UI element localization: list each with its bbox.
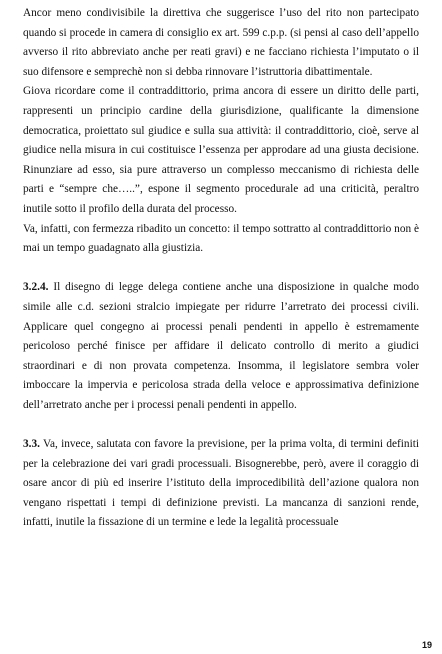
section-3-2-4-number: 3.2.4. (23, 281, 49, 294)
section-3-2-4-text: Il disegno di legge delega contiene anche una disposizione in qualche modo simile alle c.d. sezioni stralcio impiegate per ridurre l’arretrato dei processi civili. Applicare quel congegno ai processi penali pendenti in appello è estremamente pericoloso perché finisce per affidare il delicato controllo di merito a giudici straordinari e di non provata competenza. Insomma, il legislatore sembra voler imboccare la impervia e pericolosa strada della veloce e approssimativa definizione dell’arretrato anche per i processi penali pendenti in appello. (23, 281, 419, 411)
paragraph-contraddittorio: Giova ricordare come il contraddittorio, prima ancora di essere un diritto delle parti, rappresenti un principio cardine della giurisdizione, qualificante la dimensione democratica, proiettato sul giudice e sulla sua attività: il contraddittorio, cioè, serve al giudice nella misura in cui costituisce l’essenza per approdare ad una giusta decisione. Rinunziare ad esso, sia pure attraverso un complesso meccanismo di richiesta delle parti e “sempre che…..”, espone il segmento procedurale ad una criticità, peraltro inutile sotto il profilo della durata del processo. (23, 85, 419, 215)
section-3-3-number: 3.3. (23, 438, 40, 451)
spacer (23, 415, 419, 435)
body-text (23, 4, 419, 533)
section-3-2-4 (23, 278, 419, 415)
page-number: 19 (421, 640, 432, 650)
paragraph-tempo-sottratto: Va, infatti, con fermezza ribadito un concetto: il tempo sottratto al contraddittorio non è mai un tempo guadagnato alla giustizia. (23, 222, 419, 255)
spacer (23, 259, 419, 279)
paragraph-rito-non-partecipato: Ancor meno condivisibile la direttiva che suggerisce l’uso del rito non partecipato quando si procede in camera di consiglio ex art. 599 c.p.p. (si pensi al caso dell’appello avverso il rito abbreviato anche per reati gravi) e ne facciano richiesta l’imputato o il suo difensore e semprechè non si debba rinnovare l’istruttoria dibattimentale. (23, 7, 419, 78)
section-3-3 (23, 435, 419, 533)
section-3-3-text: Va, invece, salutata con favore la previsione, per la prima volta, di termini definiti per la celebrazione dei vari gradi processuali. Bisognerebbe, però, avere il coraggio di osare ancor di più ed inserire l’istituto della improcedibilità dell’azione qualora non vengano rispettati i tempi di definizione previsti. La mancanza di sanzioni rende, infatti, inutile la fissazione di un termine e lede la legalità processuale (23, 438, 419, 529)
